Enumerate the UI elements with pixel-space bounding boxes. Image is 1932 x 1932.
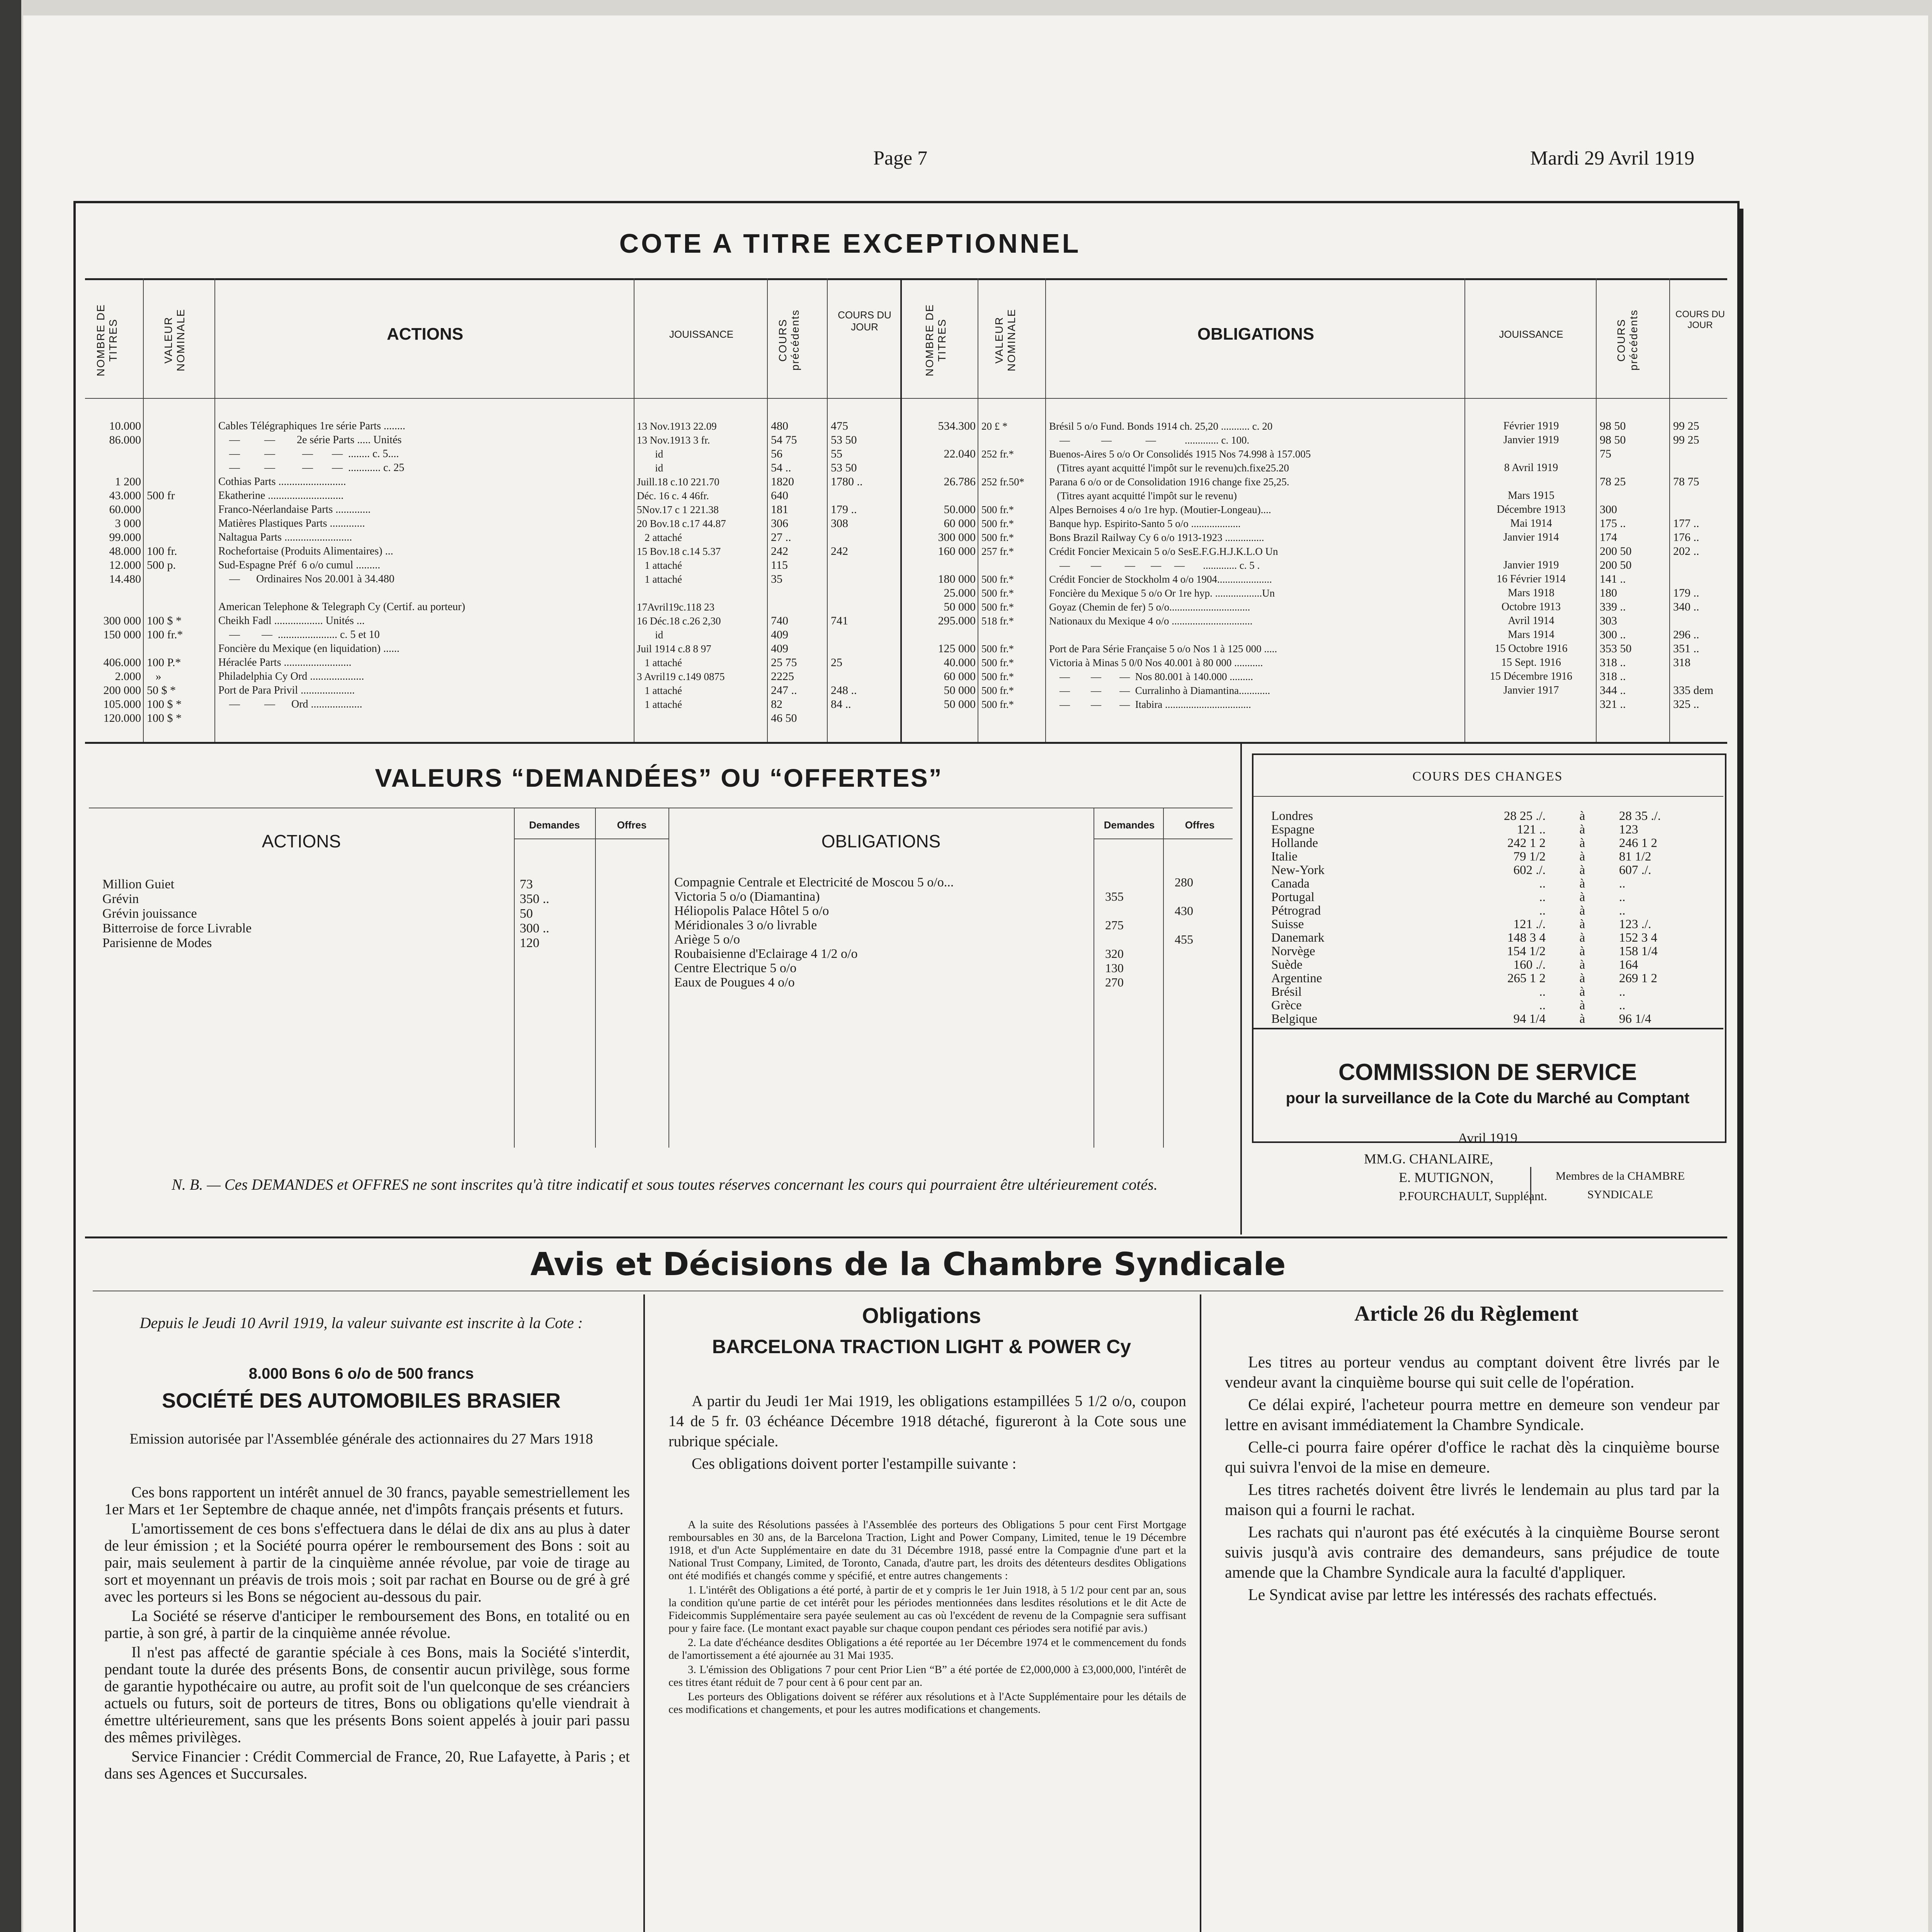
avis-col-rule: [643, 1294, 645, 1932]
changes-sep: à: [1579, 863, 1585, 877]
changes-sep: à: [1579, 971, 1585, 985]
changes-place: Brésil: [1271, 985, 1302, 999]
avis-right-p: Les titres au porteur vendus au comptant doivent être livrés par le vendeur avant la cinquième bourse qui suit celle de l'opération.: [1225, 1354, 1719, 1391]
valeurs-action-item: Grévin jouissance: [102, 906, 197, 921]
valeurs-oblig-item: Méridionales 3 o/o livrable: [674, 918, 817, 932]
valeurs-oblig-item: Eaux de Pougues 4 o/o: [674, 975, 795, 990]
col-cours-prec-obl: 98 50 98 50 75 78 25 300 175 .. 174 200 50 200 50 141 .. 180 339 .. 303 300 .. 353 50 318 .. 318 .. 344 .. 321 ..: [1600, 420, 1632, 711]
oblig-off: 455: [1175, 932, 1193, 946]
valeurs-col: [668, 808, 669, 1148]
oblig-dem: [1105, 875, 1159, 889]
cote-mid-line: [900, 278, 902, 742]
changes-sell: 96 1/4: [1619, 1012, 1651, 1026]
changes-sep: à: [1579, 836, 1585, 850]
valeurs-subhead-rule: [1094, 838, 1233, 839]
head-nombre: NOMBRE DE TITRES: [95, 304, 119, 376]
changes-place: New-York: [1271, 864, 1325, 877]
changes-table: [1271, 810, 1708, 1026]
changes-sell: 158 1/4: [1619, 944, 1658, 958]
valeurs-col: [595, 808, 596, 1148]
changes-row: [1271, 891, 1708, 904]
valeurs-subhead-rule: [514, 838, 668, 839]
changes-sep: à: [1579, 850, 1585, 864]
avis-mid-estampille: [668, 1519, 1186, 1716]
changes-place: Londres: [1271, 810, 1313, 823]
valeurs-title: VALEURS “DEMANDÉES” OU “OFFERTES”: [375, 764, 943, 792]
avis-mid-p: 2. La date d'échéance desdites Obligations a été reportée au 1er Décembre 1974 et le commencement du fonds de l'amortissement a été ajournée au 31 Mai 1935.: [668, 1636, 1186, 1662]
valeurs-action-dem: 300 ..: [520, 921, 549, 935]
changes-row: [1271, 985, 1708, 999]
changes-title: COURS DES CHANGES: [1412, 769, 1563, 784]
valeurs-action-dem: 50: [520, 906, 533, 921]
changes-sell: 269 1 2: [1619, 971, 1657, 985]
changes-sep: à: [1579, 985, 1585, 999]
oblig-off: [1175, 947, 1229, 961]
changes-row: [1271, 945, 1708, 958]
head-cours-jour: COURS DU JOUR: [838, 309, 891, 333]
col-nombres: 10.000 86.000 1 200 43.000 60.000 3 000 99.000 48.000 12.000 14.480 300 000 150 000 406.000 2.000 200 000 105.000 120.000: [103, 420, 141, 724]
frame-shadow: [1737, 209, 1743, 1932]
changes-row: [1271, 931, 1708, 945]
valeurs-nb: N. B. — Ces DEMANDES et OFFRES ne sont inscrites qu'à titre indicatif et sous toutes réserves concernant les cours qui pourraient être ultérieurement cotés.: [172, 1176, 1158, 1193]
avis-right-p: Celle-ci pourra faire opérer d'office le rachat dès la cinquième bourse qui suivra l'envoi de la mise en demeure.: [1225, 1439, 1719, 1476]
changes-sell: 123 ./.: [1619, 917, 1651, 931]
valeurs-oblig-dem: [1105, 875, 1159, 990]
col-obligations: Brésil 5 o/o Fund. Bonds 1914 ch. 25,20 ........... c. 20 — — — ............. c. 100. Buenos-Aires 5 o/o Or Consolidés 1915 Nos 74.998 à 157.005 (Titres ayant acquitté l'impôt sur le revenu)ch.fixe25.20 Parana 6 o/o or de Consolidation 1916 change fixe 25,25. (Titres ayant acquitté l'impôt sur le revenu) Alpes Bernoises 4 o/o 1re hyp. (Moutier-Longeau).... Banque hyp. Espirito-Santo 5 o/o ................... Bons Brazil Railway Cy 6 o/o 1913-1923 ............... Crédit Foncier Mexicain 5 o/o SesE.F.G.H.J.K.L.O Un — — — — — ............. c. 5 . Crédit Foncier de Stockholm 4 o/o 1904..................... Foncière du Mexique 5 o/o Or 1re hyp. ..................Un Goyaz (Chemin de fer) 5 o/o............................... Nationaux du Mexique 4 o/o ............................... Port de Para Série Française 5 o/o Nos 1 à 125 000 ..... Victoria à Minas 5 0/0 Nos 40.001 à 80 000 ........... — — — Nos 80.001 à 140.000 ......... — — — Curralinho à Diamantina............ — — — Itabira .................................: [1049, 420, 1311, 710]
changes-sell: 123: [1619, 823, 1638, 837]
avis-mid-sub: BARCELONA TRACTION LIGHT & POWER Cy: [712, 1336, 1131, 1357]
col-jouissance: 13 Nov.1913 22.09 13 Nov.1913 3 fr. id id Juill.18 c.10 221.70 Déc. 16 c. 4 46fr. 5Nov.17 c 1 221.38 20 Bov.18 c.17 44.87 2 attaché 15 Bov.18 c.14 5.37 1 attaché 1 attaché 17Avril19c.118 23 16 Déc.18 c.26 2,30 id Juil 1914 c.8 8 97 1 attaché 3 Avril19 c.149 0875 1 attaché 1 attaché: [637, 420, 726, 710]
avis-left-p: La Société se réserve d'anticiper le remboursement des Bons, en totalité ou en partie, à son gré, à partir de la cinquième année révolue.: [104, 1607, 630, 1641]
member: P.FOURCHAULT, Suppléant.: [1399, 1189, 1548, 1203]
avis-right-p: Les rachats qui n'auront pas été exécutés à la cinquième Bourse seront suivis jusqu'à avis contraire des demandeurs, sans préjudice de toute amende que la Chambre Syndicale aura la faculté d'appliquer.: [1225, 1524, 1719, 1582]
col-cours-jour: 475 53 50 55 53 50 1780 .. 179 .. 308 242 741 25 248 .. 84 ..: [831, 420, 863, 711]
avis-top-rule: [85, 1236, 1727, 1238]
oblig-dem: [1105, 904, 1159, 918]
avis-mid-p: Ces obligations doivent porter l'estampille suivante :: [692, 1455, 1017, 1472]
changes-row: [1271, 810, 1708, 823]
cote-col-line: [1464, 278, 1465, 742]
col-valeurs: 500 fr 100 fr. 500 p. 100 $ * 100 fr.* 100 P.* » 50 $ * 100 $ * 100 $ *: [147, 489, 183, 724]
cote-col-line: [143, 278, 144, 742]
col-jouissance-obl: Février 1919 Janvier 1919 8 Avril 1919 Mars 1915 Décembre 1913 Mai 1914 Janvier 1914 Janvier 1919 16 Février 1914 Mars 1918 Octobre 1913 Avril 1914 Mars 1914 15 Octobre 1916 15 Sept. 1916 15 Décembre 1916 Janvier 1917: [1490, 420, 1573, 696]
changes-sep: à: [1579, 904, 1585, 918]
avis-left-p: Service Financier : Crédit Commercial de France, 20, Rue Lafayette, à Paris ; et dans ses Agences et Succursales.: [104, 1748, 630, 1782]
commission-subtitle: pour la surveillance de la Cote du Marché au Comptant: [1286, 1090, 1690, 1107]
valeurs-dem-head-2: Demandes: [1104, 819, 1155, 831]
avis-left-p: Il n'est pas affecté de garantie spéciale à ces Bons, mais la Société s'interdit, pendant toute la durée des présents Bons, de consentir aucun privilège, sous forme de garantie hypothécaire ou autre, au profit soit de l'un quelconque de ses créanciers actuels ou futurs, soit de porteurs de titres, Bons ou obligations qu'elle viendrait à émettre ultérieurement, sans que les présents Bons soient appelés à jouir pari passu des mêmes privilèges.: [104, 1643, 630, 1746]
changes-buy: 154 1/2: [1507, 944, 1546, 958]
valeurs-oblig-item: Centre Electrique 5 o/o: [674, 961, 797, 975]
cote-col-line: [214, 278, 215, 742]
changes-row: [1271, 850, 1708, 864]
valeurs-dem-head: Demandes: [529, 819, 580, 831]
valeurs-action-item: Parisienne de Modes: [102, 936, 212, 950]
col-nombres-obl: 534.300 22.040 26.786 50.000 60 000 300 000 160 000 180 000 25.000 50 000 295.000 125 000 40.000 60 000 50 000 50 000: [938, 420, 976, 711]
avis-right-p: Ce délai expiré, l'acheteur pourra mettre en demeure son vendeur par lettre en avisant immédiatement la Chambre Syndicale.: [1225, 1396, 1719, 1434]
commission-role: Membres de la CHAMBRE SYNDICALE: [1530, 1167, 1709, 1204]
oblig-off: 430: [1175, 904, 1193, 918]
avis-right-p: Les titres rachetés doivent être livrés le lendemain au plus tard par la maison qui a fourni le rachat.: [1225, 1481, 1719, 1519]
avis-right-body: [1225, 1352, 1719, 1605]
changes-sell: 152 3 4: [1619, 931, 1657, 945]
avis-right-p: Le Syndicat avise par lettre les intéressés des rachats effectués.: [1248, 1586, 1657, 1604]
changes-buy: 148 3 4: [1507, 931, 1546, 945]
head-jouissance-obl: JOUISSANCE: [1499, 328, 1563, 340]
changes-place: Danemark: [1271, 931, 1325, 945]
avis-left-emission: Emission autorisée par l'Assemblée générale des actionnaires du 27 Mars 1918: [129, 1431, 593, 1447]
valeurs-oblig-item: Victoria 5 o/o (Diamantina): [674, 889, 820, 904]
cote-col-line: [1669, 278, 1670, 742]
page-date: Mardi 29 Avril 1919: [1530, 147, 1695, 169]
changes-place: Norvège: [1271, 945, 1315, 958]
oblig-off: [1175, 961, 1229, 975]
valeurs-action-dem: 73: [520, 877, 533, 891]
changes-sell: 28 35 ./.: [1619, 809, 1661, 823]
member: MM.G. CHANLAIRE,: [1364, 1151, 1493, 1167]
avis-left-body: [104, 1484, 630, 1782]
changes-row: [1271, 972, 1708, 985]
commission-title: COMMISSION DE SERVICE: [1338, 1059, 1637, 1085]
avis-left-p: Ces bons rapportent un intérêt annuel de 30 francs, payable semestriellement les 1er Mars et 1er Septembre de chaque année, net d'impôts français présents et futurs.: [104, 1483, 630, 1518]
changes-sell: ..: [1619, 890, 1626, 904]
valeurs-col: [514, 808, 515, 1148]
valeurs-oblig-off: [1175, 875, 1229, 990]
oblig-dem: 275: [1105, 918, 1124, 932]
changes-sell: ..: [1619, 904, 1626, 918]
changes-sell: 607 ./.: [1619, 863, 1651, 877]
commission-date: Avril 1919: [1458, 1130, 1518, 1146]
col-cours-prec: 480 54 75 56 54 .. 1820 640 181 306 27 .. 242 115 35 740 409 409 25 75 2225 247 .. 82 46 50: [771, 420, 797, 724]
valeurs-actions-list: [102, 877, 512, 951]
cote-col-line: [1045, 278, 1046, 742]
valeurs-action-dem: 120: [520, 936, 539, 950]
changes-sep: à: [1579, 877, 1585, 891]
valeurs-col: [1163, 808, 1164, 1148]
changes-place: Grèce: [1271, 999, 1302, 1012]
changes-place: Suisse: [1271, 918, 1304, 931]
changes-sell: 164: [1619, 958, 1638, 972]
valeurs-actions-dem: [520, 877, 589, 951]
oblig-off: [1175, 975, 1229, 990]
changes-sep: à: [1579, 917, 1585, 931]
changes-buy: 160 ./.: [1513, 958, 1546, 972]
changes-buy: 79 1/2: [1513, 850, 1546, 864]
oblig-dem: 355: [1105, 889, 1124, 903]
page-binding: [0, 0, 21, 1932]
valeurs-off-head: Offres: [617, 819, 647, 831]
oblig-dem: [1105, 932, 1159, 947]
changes-sep: à: [1579, 944, 1585, 958]
cote-bottom-rule: [85, 742, 1727, 744]
changes-place: Hollande: [1271, 837, 1318, 850]
changes-place: Argentine: [1271, 972, 1322, 985]
changes-place: Portugal: [1271, 891, 1315, 904]
changes-place: Espagne: [1271, 823, 1315, 837]
valeurs-oblig-item: Roubaisienne d'Eclairage 4 1/2 o/o: [674, 947, 858, 961]
changes-sell: ..: [1619, 998, 1626, 1012]
cote-col-line: [1596, 278, 1597, 742]
changes-place: Pétrograd: [1271, 904, 1321, 918]
changes-sep: à: [1579, 998, 1585, 1012]
changes-buy: 602 ./.: [1513, 863, 1546, 877]
commission-rule: [1252, 1028, 1723, 1029]
cote-top-rule: [85, 278, 1727, 280]
changes-buy: ..: [1539, 890, 1546, 904]
changes-row: [1271, 958, 1708, 972]
avis-left-societe: SOCIÉTÉ DES AUTOMOBILES BRASIER: [162, 1389, 561, 1412]
page-number: Page 7: [873, 147, 928, 169]
changes-sell: 81 1/2: [1619, 850, 1651, 864]
changes-row: [1271, 904, 1708, 918]
valeurs-right-divider: [1240, 744, 1242, 1235]
valeurs-oblig-item: Ariège 5 o/o: [674, 932, 740, 947]
changes-row: [1271, 918, 1708, 931]
changes-buy: 121 ..: [1517, 823, 1546, 837]
changes-row: [1271, 999, 1708, 1012]
changes-row: [1271, 864, 1708, 877]
changes-row: [1271, 877, 1708, 891]
cote-title: COTE A TITRE EXCEPTIONNEL: [619, 228, 1081, 259]
changes-buy: ..: [1539, 904, 1546, 918]
cote-col-line: [827, 278, 828, 742]
commission-members: [1364, 1150, 1557, 1205]
valeurs-oblig-head: OBLIGATIONS: [821, 831, 941, 851]
changes-row: [1271, 837, 1708, 850]
changes-sep: à: [1579, 823, 1585, 837]
oblig-dem: 320: [1105, 947, 1124, 961]
valeurs-action-dem: 350 ..: [520, 892, 549, 906]
changes-sell: ..: [1619, 985, 1626, 999]
changes-sep: à: [1579, 1012, 1585, 1026]
changes-sell: ..: [1619, 877, 1626, 891]
head-cours-jour-obl: COURS DU JOUR: [1675, 309, 1725, 330]
changes-place: Italie: [1271, 850, 1298, 864]
avis-left-intro: Depuis le Jeudi 10 Avril 1919, la valeur suivante est inscrite à la Cote :: [139, 1314, 583, 1332]
head-obligations: OBLIGATIONS: [1197, 325, 1315, 344]
changes-sep: à: [1579, 809, 1585, 823]
avis-mid-body: [668, 1391, 1186, 1478]
head-jouissance: JOUISSANCE: [669, 328, 734, 340]
valeurs-oblig-item: Compagnie Centrale et Electricité de Moscou 5 o/o...: [674, 875, 954, 889]
changes-buy: 28 25 ./.: [1503, 809, 1546, 823]
avis-mid-title: Obligations: [862, 1303, 981, 1328]
col-valeurs-obl: 20 £ * 252 fr.* 252 fr.50* 500 fr.* 500 fr.* 500 fr.* 257 fr.* 500 fr.* 500 fr.* 500 fr.* 518 fr.* 500 fr.* 500 fr.* 500 fr.* 500 fr.* 500 fr.*: [981, 420, 1024, 710]
changes-buy: ..: [1539, 998, 1546, 1012]
avis-title: Avis et Décisions de la Chambre Syndicale: [530, 1246, 1286, 1283]
oblig-dem: 130: [1105, 961, 1124, 975]
avis-left-bons: 8.000 Bons 6 o/o de 500 francs: [248, 1365, 474, 1382]
oblig-off: [1175, 918, 1229, 932]
oblig-off: 280: [1175, 875, 1193, 889]
cote-col-line: [767, 278, 768, 742]
avis-right-title: Article 26 du Règlement: [1354, 1302, 1579, 1326]
valeurs-oblig-list: [674, 875, 1092, 990]
oblig-off: [1175, 889, 1229, 904]
changes-sep: à: [1579, 931, 1585, 945]
changes-sep: à: [1579, 958, 1585, 972]
valeurs-action-item: Million Guiet: [102, 877, 175, 891]
avis-mid-p: 3. L'émission des Obligations 7 pour cent Prior Lien “B” a été portée de £2,000,000 à £3,000,000, l'intérêt de ces titres étant réduit de 7 pour cent à 6 pour cent par an.: [668, 1663, 1186, 1689]
avis-mid-p: 1. L'intérêt des Obligations a été porté, à partir de et y compris le 1er Juin 1918, à 5 1/2 pour cent par an, sous la condition qu'une partie de cet intérêt pour les périodes mentionnées dans lesdites résolutions et le dit Acte de Fideicommis Supplémentaire sera payée seulement au cas où l'excédent de revenu de la Compagnie sera suffisant pour y faire face. (Le montant exact payable sur chaque coupon pendant ces périodes sera notifié par avis.): [668, 1584, 1186, 1634]
avis-mid-p: A partir du Jeudi 1er Mai 1919, les obligations estampillées 5 1/2 o/o, coupon 14 de 5 fr. 03 échéance Décembre 1918 détaché, figureront à la Cote sous une rubrique spéciale.: [668, 1392, 1186, 1450]
head-cours-prec: COURS précédents: [777, 309, 801, 371]
changes-place: Suède: [1271, 958, 1303, 972]
changes-buy: 242 1 2: [1507, 836, 1546, 850]
changes-buy: 121 ./.: [1513, 917, 1546, 931]
valeurs-action-item: Grévin: [102, 892, 139, 906]
avis-col-rule: [1200, 1294, 1201, 1932]
changes-buy: ..: [1539, 877, 1546, 891]
changes-buy: 94 1/4: [1513, 1012, 1546, 1026]
head-valeur: VALEUR NOMINALE: [162, 308, 187, 372]
oblig-dem: 270: [1105, 975, 1124, 989]
head-valeur-obl: VALEUR NOMINALE: [993, 308, 1017, 372]
valeurs-action-item: Bitterroise de force Livrable: [102, 921, 252, 935]
head-actions: ACTIONS: [387, 325, 463, 344]
head-nombre-obl: NOMBRE DE TITRES: [923, 304, 948, 376]
changes-place: Belgique: [1271, 1012, 1318, 1026]
avis-mid-p: Les porteurs des Obligations doivent se référer aux résolutions et à l'Acte Supplémentaire pour les détails de ces modifications et changements, et pour les autres modifications et changements.: [668, 1690, 1186, 1716]
col-cours-jour-obl: 99 25 99 25 78 75 177 .. 176 .. 202 .. 179 .. 340 .. 296 .. 351 .. 318 335 dem 325 ..: [1673, 420, 1714, 711]
valeurs-oblig-item: Héliopolis Palace Hôtel 5 o/o: [674, 904, 829, 918]
changes-buy: 265 1 2: [1507, 971, 1546, 985]
cote-head-rule: [85, 398, 1727, 399]
valeurs-off-head-2: Offres: [1185, 819, 1215, 831]
changes-row: [1271, 1012, 1708, 1026]
avis-left-p: L'amortissement de ces bons s'effectuera dans le délai de dix ans au plus à dater de leur émission ; et la Société pourra opérer le remboursement des Bons : soit au pair, mais seulement à partir de la cinquième année révolue, par voie de tirage au sort et moyennant un préavis de trois mois ; soit par rachat en Bourse ou de gré à gré avec les porteurs si les Bons se négocient au-dessous du pair.: [104, 1520, 630, 1605]
changes-sep: à: [1579, 890, 1585, 904]
valeurs-actions-head: ACTIONS: [262, 831, 341, 851]
col-actions: Cables Télégraphiques 1re série Parts ........ — — 2e série Parts ..... Unités — — — — ........ c. 5.... — — — — ............ c. 25 Cothias Parts ......................... Ekatherine ............................ Franco-Néerlandaise Parts ............. Matières Plastiques Parts ............. Naltagua Parts ......................... Rochefortaise (Produits Alimentaires) ... Sud-Espagne Préf 6 o/o cumul ......... — Ordinaires Nos 20.001 à 34.480 American Telephone & Telegraph Cy (Certif. au porteur) Cheikh Fadl .................. Unités ... — — ...................... c. 5 et 10 Foncière du Mexique (en liquidation) ...... Héraclée Parts ......................... Philadelphia Cy Ord .................... Port de Para Privil .................... — — Ord ...................: [218, 420, 465, 710]
changes-sell: 246 1 2: [1619, 836, 1657, 850]
member: E. MUTIGNON,: [1399, 1170, 1493, 1185]
changes-row: [1271, 823, 1708, 837]
avis-mid-p: A la suite des Résolutions passées à l'Assemblée des porteurs des Obligations 5 pour cent First Mortgage remboursables en 30 ans, de la Barcelona Traction, Light and Power Company, Limited, tenue le 19 Décembre 1918, et d'un Acte Supplémentaire en date du 31 Décembre 1918, passé entre la Compagnie d'une part et la National Trust Company, Limited, de Toronto, Canada, d'autre part, les droits des détenteurs desdites Obligations ont été modifiés et changés comme y spécifié, et entre autres changements :: [668, 1519, 1186, 1582]
head-cours-prec-obl: COURS précédents: [1615, 309, 1639, 371]
changes-buy: ..: [1539, 985, 1546, 999]
changes-place: Canada: [1271, 877, 1310, 891]
changes-head-rule: [1253, 796, 1723, 797]
